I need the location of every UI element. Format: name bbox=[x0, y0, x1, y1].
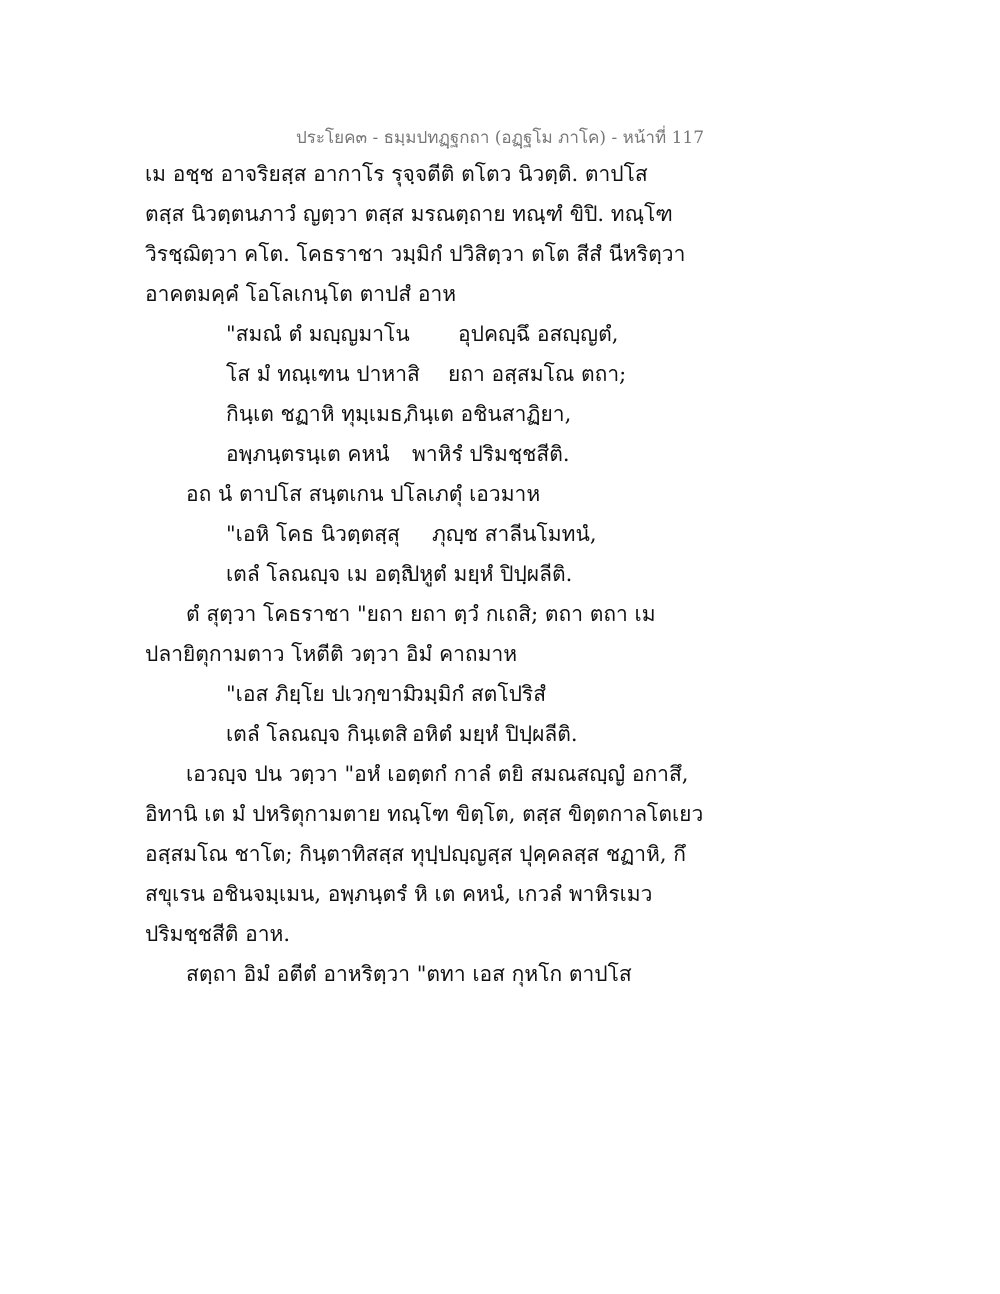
text-line: อถ นํ ตาปโส สนฺตเกน ปโลเภตุํ เอวมาห bbox=[186, 482, 541, 506]
text-line: เม อชฺช อาจริยสฺส อากาโร รุจฺจตีติ ตโตว นิวตฺติ. ตาปโส bbox=[145, 162, 648, 186]
text-line: สขุเรน อชินจมฺเมน, อพฺภนฺตรํ หิ เต คหนํ, เกวลํ พาหิรเมว bbox=[145, 882, 653, 906]
text-line: ปลายิตุกามตาว โหตีติ วตฺวา อิมํ คาถมาห bbox=[145, 642, 518, 666]
verse-line-first-half: "เอส ภิยฺโย ปเวกฺขามิ bbox=[226, 682, 417, 706]
verse-line-first-half: "สมณํ ตํ มญฺญมาโน bbox=[226, 322, 410, 346]
verse-line-second-half: อุปคญฺฉึ อสญฺญตํ, bbox=[458, 322, 619, 346]
verse-line-second-half: พาหิรํ ปริมชฺชสีติ. bbox=[412, 442, 570, 466]
verse-line-first-half: อพฺภนฺตรนฺเต คหนํ bbox=[226, 442, 390, 466]
verse-line-first-half: กินฺเต ชฏาหิ ทุมฺเมธ, bbox=[226, 402, 410, 426]
verse-line-first-half: โส มํ ทณฺเฑน ปาหาสิ bbox=[226, 362, 420, 386]
text-line: ตํ สุตฺวา โคธราชา "ยถา ยถา ตฺวํ กเถสิ; ตถา ตถา เม bbox=[186, 602, 656, 626]
text-line: ปริมชฺชสีติ อาห. bbox=[145, 922, 291, 946]
verse-line-first-half: "เอหิ โคธ นิวตฺตสฺสุ bbox=[226, 522, 400, 546]
verse-line-second-half: ภุญฺช สาลีนโมทนํ, bbox=[432, 522, 597, 546]
text-line: วิรชฺฌิตฺวา คโต. โคธราชา วมฺมิกํ ปวิสิตฺวา ตโต สีสํ นีหริตฺวา bbox=[145, 242, 686, 266]
text-line: เอวญฺจ ปน วตฺวา "อหํ เอตฺตกํ กาลํ ตยิ สมณสญฺญํ อกาสึ, bbox=[186, 762, 689, 786]
verse-line-first-half: เตลํ โลณญฺจ เม อตฺถิ bbox=[226, 562, 414, 586]
text-line: อาคตมคฺคํ โอโลเกนฺโต ตาปสํ อาห bbox=[145, 282, 457, 306]
verse-line-second-half: ยถา อสฺสมโณ ตถา; bbox=[448, 362, 627, 386]
text-line: อสฺสมโณ ชาโต; กินฺตาทิสสฺส ทุปฺปญฺญสฺส ปุคฺคลสฺส ชฏาหิ, กึ bbox=[145, 842, 686, 866]
verse-line-first-half: เตลํ โลณญฺจ กินฺเตสิ bbox=[226, 722, 408, 746]
page-header: ประโยค๓ - ธมฺมปทฏฺฐกถา (อฏฺฐโม ภาโค) - หน้าที่ 117 bbox=[295, 128, 705, 148]
verse-line-second-half: อหิตํ มยฺหํ ปิปฺผลีติ. bbox=[412, 722, 578, 746]
text-line: สตฺถา อิมํ อตีตํ อาหริตฺวา "ตทา เอส กุหโก ตาปโส bbox=[186, 962, 632, 986]
verse-line-second-half: วมฺมิกํ สตโปริสํ bbox=[412, 682, 547, 706]
verse-line-second-half: ปหูตํ มยฺหํ ปิปฺผลีติ. bbox=[406, 562, 573, 586]
verse-line-second-half: กินฺเต อชินสาฏิยา, bbox=[406, 402, 572, 426]
text-line: อิทานิ เต มํ ปหริตุกามตาย ทณฺโฑ ขิตฺโต, ตสฺส ขิตฺตกาลโตเยว bbox=[145, 802, 704, 826]
text-line: ตสฺส นิวตฺตนภาวํ ญตฺวา ตสฺส มรณตฺถาย ทณฺฑํ ขิปิ. ทณฺโฑ bbox=[145, 202, 673, 226]
